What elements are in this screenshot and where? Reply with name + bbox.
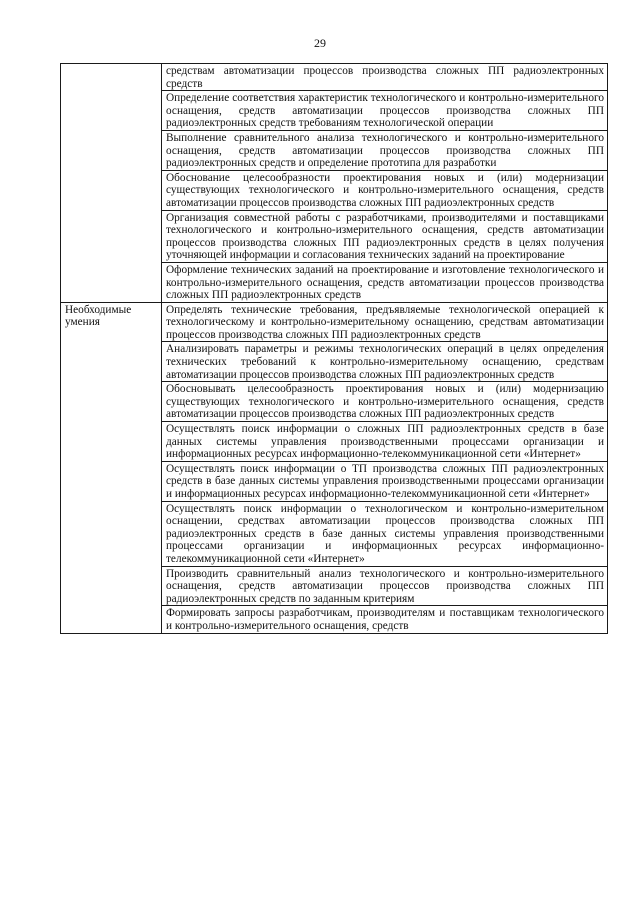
table-cell: Обосновывать целесообразность проектирования новых и (или) модернизацию существующих технологического и контрольно-измерительного оснащения, средств автоматизации процессов производства сложных ПП радиоэлектронных средств — [162, 382, 608, 422]
table-cell: средствам автоматизации процессов производства сложных ПП радиоэлектронных средств — [162, 64, 608, 91]
requirements-table — [60, 63, 608, 634]
table-cell: Организация совместной работы с разработчиками, производителями и поставщиками технологического и контрольно-измерительного оснащения, средств автоматизации процессов производства сложных ПП радиоэлектронных средств в целях получения уточняющей информации и согласования технических заданий на проектирование — [162, 210, 608, 262]
table-cell: Определять технические требования, предъявляемые технологической операцией к технологическому и контрольно-измерительному оснащению, средствам автоматизации процессов производства сложных ПП радиоэлектронных средств — [162, 302, 608, 342]
table-cell: Анализировать параметры и режимы технологических операций в целях определения технических требований к контрольно-измерительному оснащению, средствам автоматизации процессов производства сложных ПП радиоэлектронных средств — [162, 342, 608, 382]
table-label-cell — [61, 64, 162, 303]
table-cell: Обоснование целесообразности проектирования новых и (или) модернизации существующих технологического и контрольно-измерительного оснащения, средств автоматизации процессов производства сложных ПП радиоэлектронных средств — [162, 170, 608, 210]
table-cell: Оформление технических заданий на проектирование и изготовление технологического и контрольно-измерительного оснащения, средств автоматизации процессов производства сложных ПП радиоэлектронных средств — [162, 262, 608, 302]
table-cell: Формировать запросы разработчикам, производителям и поставщикам технологического и контрольно-измерительного оснащения, средств — [162, 606, 608, 634]
table-row — [61, 302, 608, 342]
table-cell: Осуществлять поиск информации о сложных ПП радиоэлектронных средств в базе данных системы управления производственными процессами организации и информационных ресурсах информационно-телекоммуникационной сети «Интернет» — [162, 422, 608, 462]
table-cell: Производить сравнительный анализ технологического и контрольно-измерительного оснащения, средств автоматизации процессов производства сложных ПП радиоэлектронных средств по заданным критериям — [162, 566, 608, 606]
page-number: 29 — [314, 36, 326, 50]
table-row — [61, 64, 608, 91]
table-cell: Осуществлять поиск информации о ТП производства сложных ПП радиоэлектронных средств в базе данных системы управления производственными процессами организации и информационных ресурсах информационно-телекоммуникационной сети «Интернет» — [162, 461, 608, 501]
table-cell: Осуществлять поиск информации о технологическом и контрольно-измерительном оснащении, средствах автоматизации процессов производства сложных ПП радиоэлектронных средств в базе данных системы управления производственными процессами организации и информационных ресурсах информационно-телекоммуникационной сети «Интернет» — [162, 501, 608, 566]
skills-label: Необходимые умения — [61, 302, 162, 634]
table-cell: Выполнение сравнительного анализа технологического и контрольно-измерительного оснащения, средств автоматизации процессов производства сложных ПП радиоэлектронных средств и определение прототипа для разработки — [162, 130, 608, 170]
table-cell: Определение соответствия характеристик технологического и контрольно-измерительного оснащения, средств автоматизации процессов производства сложных ПП радиоэлектронных средств требованиям технологической операции — [162, 91, 608, 131]
